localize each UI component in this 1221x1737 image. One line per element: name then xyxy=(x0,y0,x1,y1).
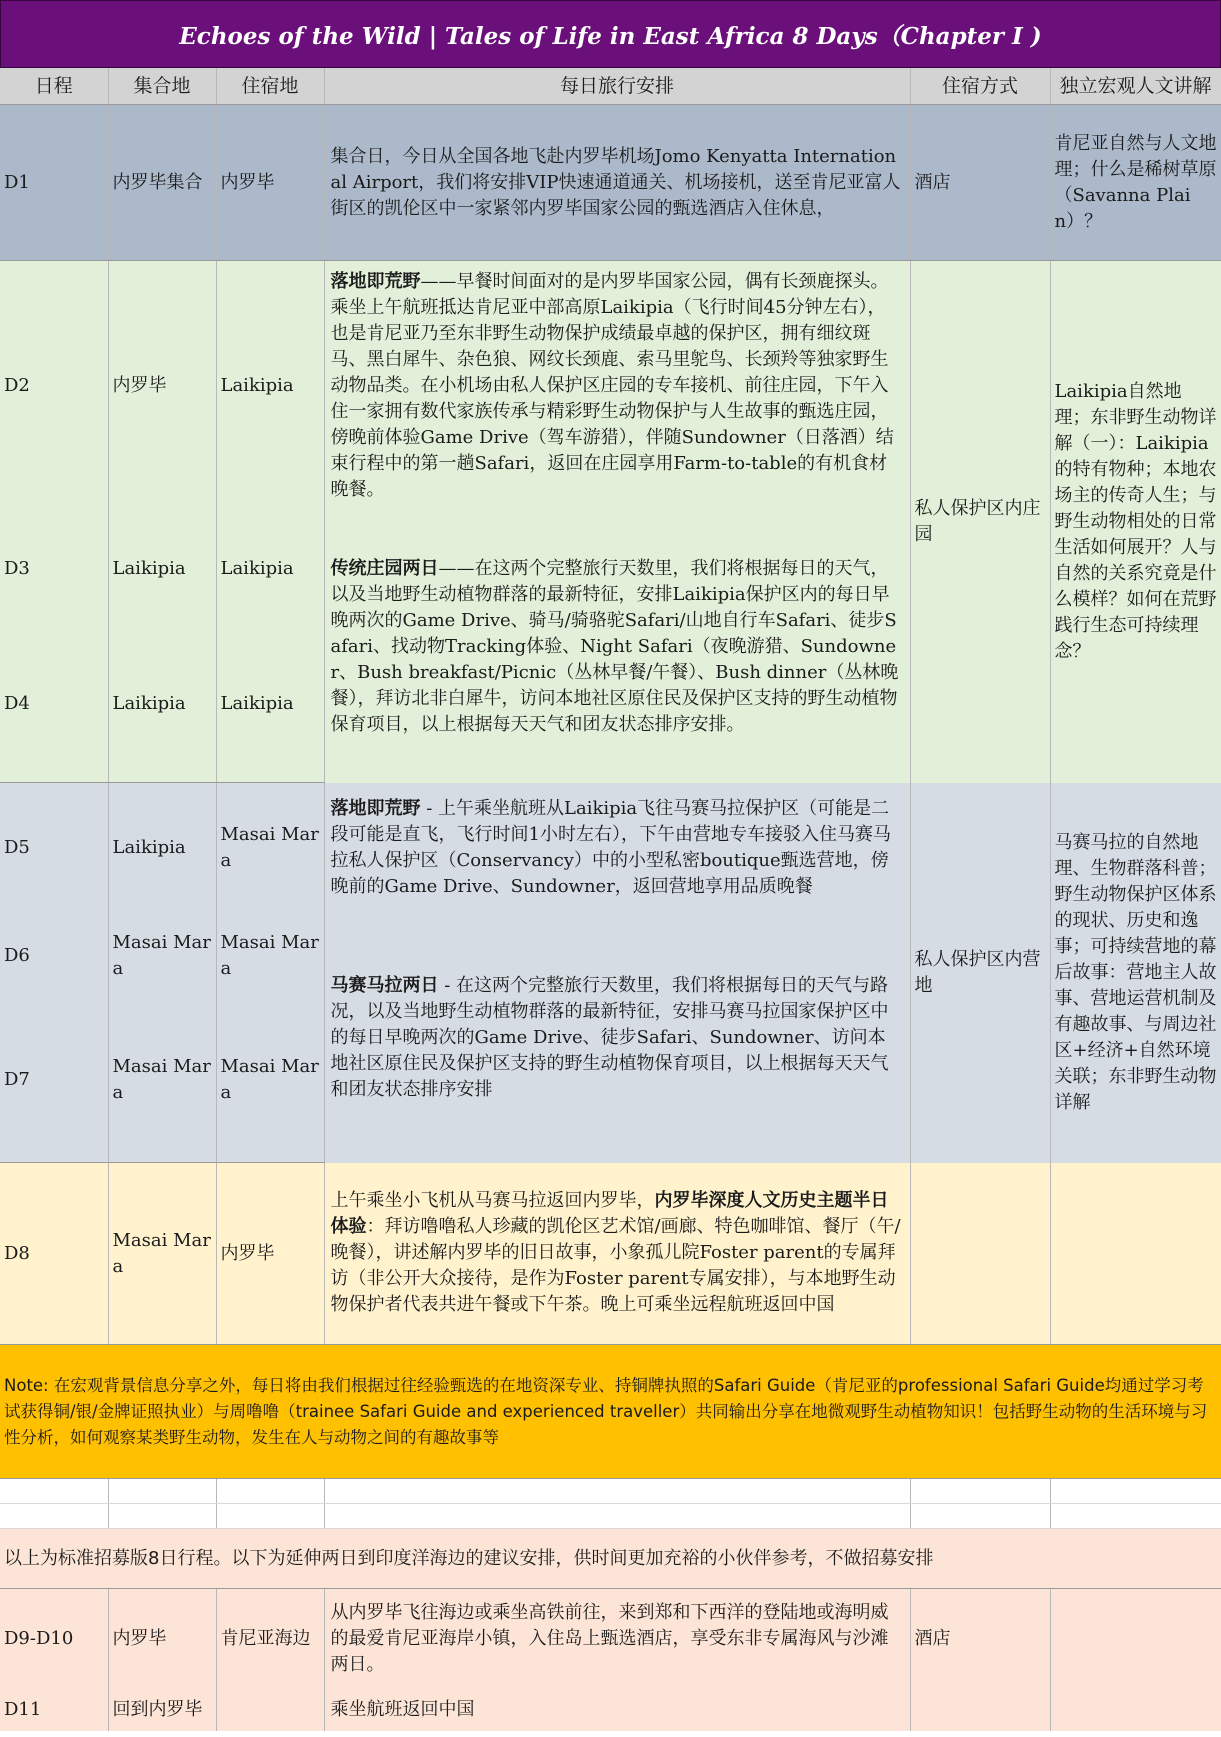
lecture-topic xyxy=(1050,1163,1221,1345)
meet-location: Masai Mara xyxy=(108,913,216,999)
day-row-d9-d10 xyxy=(0,1589,1221,1689)
day-plan xyxy=(324,511,910,783)
meet-location: Laikipia xyxy=(108,627,216,783)
stay-location: Laikipia xyxy=(216,627,324,783)
day-label: D1 xyxy=(0,105,108,261)
stay-location: 内罗毕 xyxy=(216,105,324,261)
stay-location: Masai Mara xyxy=(216,913,324,999)
plan-highlight: 落地即荒野 xyxy=(330,797,421,819)
plan-text: - 上午乘坐航班从Laikipia飞往马赛马拉保护区（可能是二段可能是直飞，飞行时间1小时左右），下午由营地专车接驳入住马赛马拉私人保护区（Conservancy）中的小型私密boutique甄选营地，傍晚前的Game Drive、Sundowner，返回营地享用品质晚餐 xyxy=(330,797,891,897)
meet-location: 内罗毕 xyxy=(108,1589,216,1689)
spacer-row xyxy=(0,1479,1221,1504)
day-label: D9-D10 xyxy=(0,1589,108,1689)
stay-location: 肯尼亚海边 xyxy=(216,1589,324,1689)
accommodation-type: 私人保护区内庄园 xyxy=(910,261,1050,783)
accommodation-type: 酒店 xyxy=(910,1589,1050,1689)
meet-location: Masai Mara xyxy=(108,999,216,1163)
day-plan xyxy=(324,261,910,511)
day-label: D8 xyxy=(0,1163,108,1345)
meet-location: Laikipia xyxy=(108,511,216,627)
day-label: D11 xyxy=(0,1689,108,1731)
plan-text: ——早餐时间面对的是内罗毕国家公园，偶有长颈鹿探头。乘坐上午航班抵达肯尼亚中部高原Laikipia（飞行时间45分钟左右），也是肯尼亚乃至东非野生动物保护成绩最卓越的保护区，拥有细纹斑马、黑白犀牛、杂色狼、网纹长颈鹿、索马里鸵鸟、长颈羚等独家野生动物品类。在小机场由私人保护区庄园的专车接机、前往庄园，下午入住一家拥有数代家族传承与精彩野生动物保护与人生故事的甄选庄园，傍晚前体验Game Drive（驾车游猎），伴随Sundowner（日落酒）结束行程中的第一趟Safari，返回在庄园享用Farm-to-table的有机食材晚餐。 xyxy=(330,270,894,500)
day-row-d8 xyxy=(0,1163,1221,1345)
stay-location: Masai Mara xyxy=(216,783,324,913)
guide-note: Note: 在宏观背景信息分享之外，每日将由我们根据过往经验甄选的在地资深专业、持铜牌执照的Safari Guide（肯尼亚的professional Safari Guide均通过学习考试获得铜/银/金牌证照执业）与周噜噜（trainee Safari Guide and experienced traveller）共同输出分享在地微观野生动植物知识！包括野生动物的生活环境与习性分析，如何观察某类野生动物，发生在人与动物之间的有趣故事等 xyxy=(0,1345,1221,1479)
lecture-topic: 马赛马拉的自然地理、生物群落科普；野生动物保护区体系的现状、历史和逸事；可持续营地的幕后故事：营地主人故事、营地运营机制及有趣故事、与周边社区+经济+自然环境关联；东非野生动物详解 xyxy=(1050,783,1221,1163)
plan-text: ——在这两个完整旅行天数里，我们将根据每日的天气，以及当地野生动植物群落的最新特征，安排Laikipia保护区内的每日早晚两次的Game Drive、骑马/骑骆驼Safari/山地自行车Safari、徒步Safari、找动物Tracking体验、Night Safari（夜晚游猎、Sundowner、Bush breakfast/Picnic（丛林早餐/午餐）、Bush dinner（丛林晚餐），拜访北非白犀牛，访问本地社区原住民及保护区支持的野生动植物保育项目，以上根据每天天气和团友状态排序安排。 xyxy=(330,557,899,735)
header-stay: 住宿地 xyxy=(216,68,324,105)
lecture-topic: 肯尼亚自然与人文地理；什么是稀树草原（Savanna Plain）？ xyxy=(1050,105,1221,261)
meet-location: 内罗毕 xyxy=(108,261,216,511)
meet-location: 内罗毕集合 xyxy=(108,105,216,261)
accommodation-type: 酒店 xyxy=(910,105,1050,261)
day-row-d2 xyxy=(0,261,1221,511)
day-label: D4 xyxy=(0,627,108,783)
itinerary-table xyxy=(0,68,1221,1731)
stay-location: Laikipia xyxy=(216,511,324,627)
day-plan xyxy=(324,913,910,1163)
accommodation-type xyxy=(910,1163,1050,1345)
day-label: D7 xyxy=(0,999,108,1163)
day-row-d5 xyxy=(0,783,1221,913)
meet-location: Masai Mara xyxy=(108,1163,216,1345)
stay-location: 内罗毕 xyxy=(216,1163,324,1345)
day-row-d11 xyxy=(0,1689,1221,1731)
header-accommodation: 住宿方式 xyxy=(910,68,1050,105)
header-plan: 每日旅行安排 xyxy=(324,68,910,105)
day-plan: 集合日，今日从全国各地飞赴内罗毕机场Jomo Kenyatta International Airport，我们将安排VIP快速通道通关、机场接机，送至肯尼亚富人街区的凯伦区中一家紧邻内罗毕国家公园的甄选酒店入住休息， xyxy=(324,105,910,261)
day-plan xyxy=(324,783,910,913)
extension-intro: 以上为标准招募版8日行程。以下为延伸两日到印度洋海边的建议安排，供时间更加充裕的小伙伴参考，不做招募安排 xyxy=(0,1529,1221,1589)
header-lecture: 独立宏观人文讲解 xyxy=(1050,68,1221,105)
plan-text: ：拜访噜噜私人珍藏的凯伦区艺术馆/画廊、特色咖啡馆、餐厅（午/晚餐），讲述解内罗毕的旧日故事，小象孤儿院Foster parent的专属拜访（非公开大众接待，是作为Foster parent专属安排），与本地野生动物保护者代表共进午餐或下午茶。晚上可乘坐远程航班返回中国 xyxy=(330,1216,901,1316)
plan-highlight: 内罗毕深度人文历史主题半日体验 xyxy=(330,1190,889,1238)
day-label: D2 xyxy=(0,261,108,511)
meet-location: Laikipia xyxy=(108,783,216,913)
day-row-d1 xyxy=(0,105,1221,261)
plan-highlight: 马赛马拉两日 xyxy=(330,974,439,996)
accommodation-type: 私人保护区内营地 xyxy=(910,783,1050,1163)
itinerary-title: Echoes of the Wild | Tales of Life in East Africa 8 Days（Chapter I ) xyxy=(0,0,1221,68)
day-label: D6 xyxy=(0,913,108,999)
plan-text: - 在这两个完整旅行天数里，我们将根据每日的天气与路况，以及当地野生动植物群落的最新特征，安排马赛马拉国家保护区中的每日早晚两次的Game Drive、徒步Safari、Sundowner、访问本地社区原住民及保护区支持的野生动植物保育项目，以上根据每天天气和团友状态排序安排 xyxy=(330,974,889,1100)
day-label: D3 xyxy=(0,511,108,627)
day-plan: 从内罗毕飞往海边或乘坐高铁前往，来到郑和下西洋的登陆地或海明威的最爱肯尼亚海岸小镇，入住岛上甄选酒店，享受东非专属海风与沙滩两日。 xyxy=(324,1589,910,1689)
lecture-topic: Laikipia自然地理；东非野生动物详解（一）：Laikipia的特有物种；本地农场主的传奇人生；与野生动物相处的日常生活如何展开？人与自然的关系究竟是什么模样？如何在荒野践行生态可持续理念？ xyxy=(1050,261,1221,783)
extension-intro-row xyxy=(0,1529,1221,1589)
stay-location: Masai Mara xyxy=(216,999,324,1163)
header-day: 日程 xyxy=(0,68,108,105)
meet-location: 回到内罗毕 xyxy=(108,1689,216,1731)
stay-location: Laikipia xyxy=(216,261,324,511)
spacer-row xyxy=(0,1504,1221,1529)
day-plan xyxy=(324,1163,910,1345)
header-row xyxy=(0,68,1221,105)
day-label: D5 xyxy=(0,783,108,913)
day-plan: 乘坐航班返回中国 xyxy=(324,1689,910,1731)
plan-text-intro: 上午乘坐小飞机从马赛马拉返回内罗毕， xyxy=(330,1190,655,1212)
header-meet: 集合地 xyxy=(108,68,216,105)
plan-highlight: 落地即荒野 xyxy=(330,270,421,292)
note-row xyxy=(0,1345,1221,1479)
plan-highlight: 传统庄园两日 xyxy=(330,557,439,579)
